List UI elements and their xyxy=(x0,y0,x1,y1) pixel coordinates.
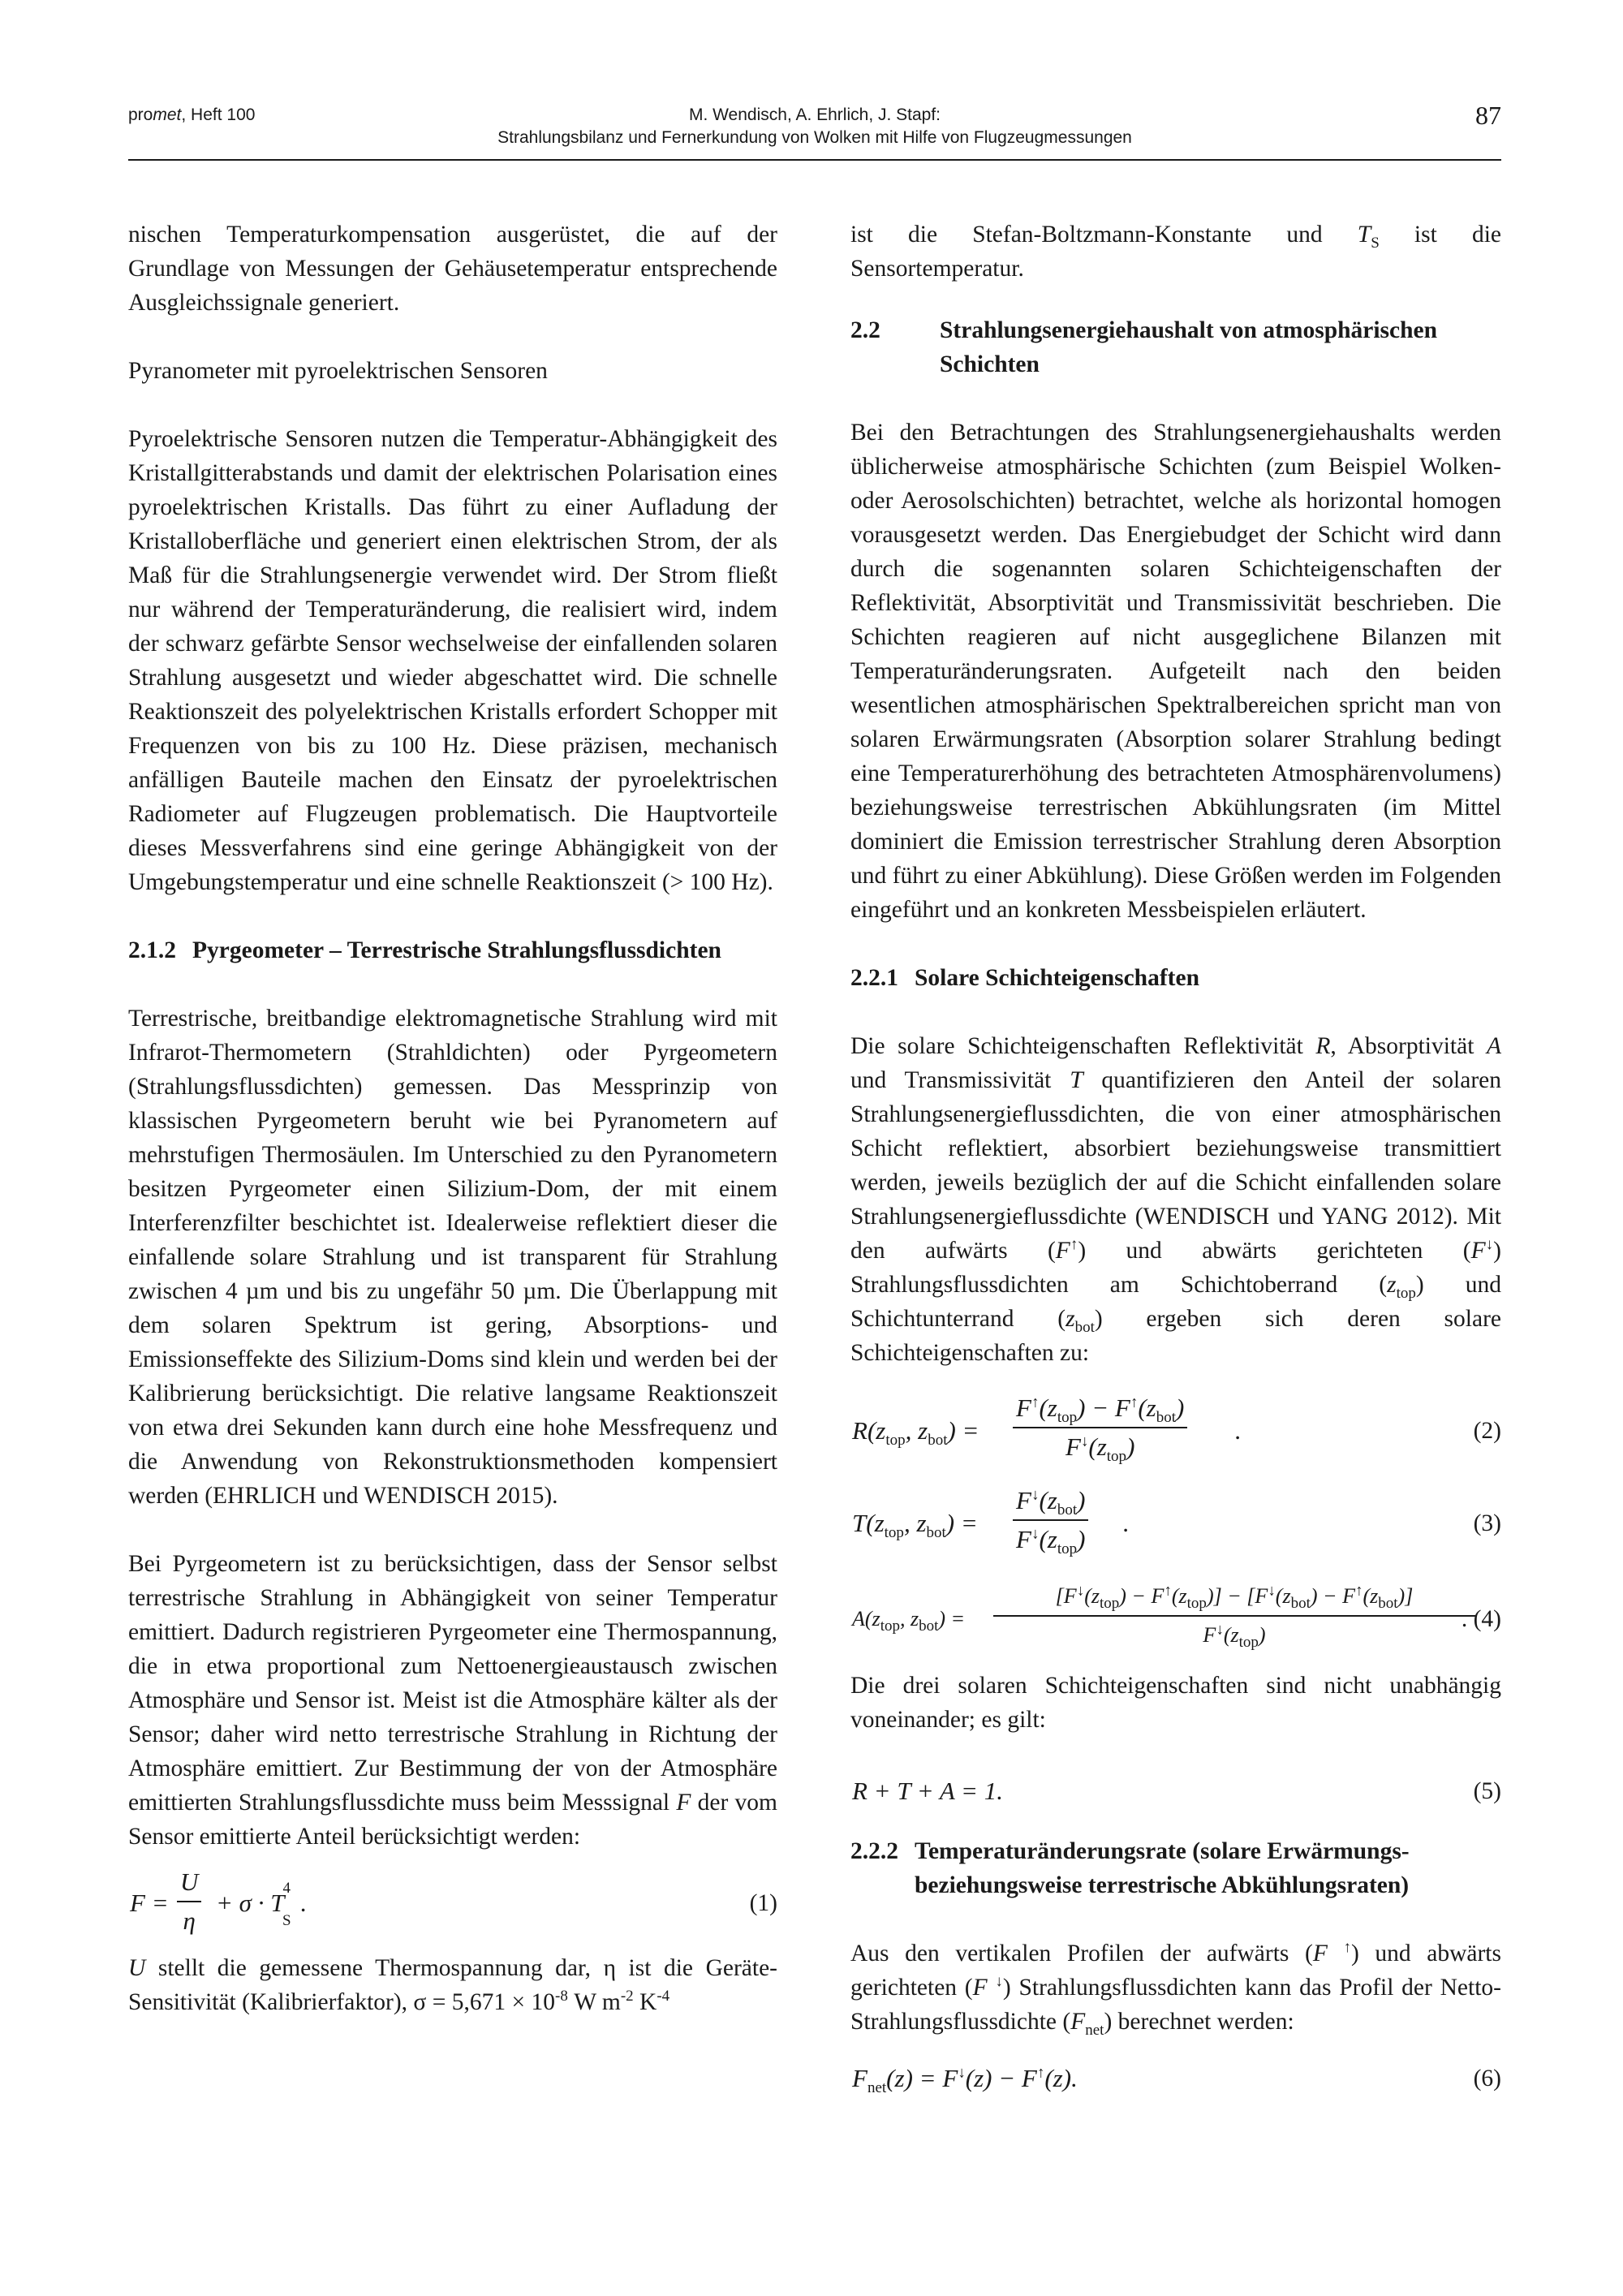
equation-4-absorptivity: $A(z_{top}$, $z_{bot}$) = $[F^↓(z_{top}) - F^↑(z_{top})] - [F^↓(z_{bot}) - F^↑(z_{bot})]$ $F^↓(z_{top})$ . (4) xyxy=(850,1579,1501,1654)
section-heading-2-2 xyxy=(850,313,1501,381)
section-number: 2.2 xyxy=(850,317,880,343)
section-heading-2-2-2 xyxy=(850,1834,1501,1902)
paragraph-intro: nischen Temperaturkompensation ausgerüstet, die auf der Grundlage von Messungen der Gehäusetemperatur entsprechende Ausgleichssignale generiert. xyxy=(128,222,777,316)
equation-3-transmissivity: $T(z_{top}$, $z_{bot}$) = $F^↓(z_{bot})$ $F^↓(z_{top})$ . (3) xyxy=(850,1484,1501,1558)
page-number: 87 xyxy=(1475,101,1501,130)
equation-5-sum: R + T + A = 1. (5) xyxy=(852,1777,1501,1805)
section-title: Pyrgeometer – Terrestrische Strahlungsflussdichten xyxy=(192,937,721,963)
section-number: 2.2.2 xyxy=(850,1838,898,1864)
equation-2-reflectivity: $R(z_{top}$, $z_{bot}$) = $F^↑(z_{top}) - F^↑(z_{bot})$ $F^↓(z_{top})$ . (2) xyxy=(850,1391,1501,1466)
paragraph-sum-rule: Die drei solaren Schichteigenschaften sind nicht unabhängig voneinander; es gilt: xyxy=(850,1673,1501,1733)
paragraph-pyrgeometer-2: Bei Pyrgeometern ist zu berücksichtigen, dass der Sensor selbst terrestrische Strahlung in Abhängigkeit von seiner Temperatur emittiert. Dadurch registrieren Pyrgeometer eine Thermospannung, die in etwa proportional zum Nettoenergieaustausch zwischen Atmosphäre und Sensor ist. Meist ist die Atmosphäre kälter als der Sensor; daher wird netto terrestrische Strahlung in Richtung der Atmosphäre emittiert. Zur Bestimmung der von der Atmosphäre emittierten Strahlungsflussdichte muss beim Messsignal F der vom Sensor emittierte Anteil berücksichtigt werden: xyxy=(128,1551,777,1850)
left-column xyxy=(128,218,777,2053)
subheading-pyroelectric: Pyranometer mit pyroelektrischen Sensoren xyxy=(128,358,548,384)
section-title: Solare Schichteigenschaften xyxy=(915,965,1199,991)
running-authors: M. Wendisch, A. Ehrlich, J. Stapf: xyxy=(688,106,941,124)
section-number: 2.2.1 xyxy=(850,965,898,991)
section-title: Temperaturänderungsrate (solare Erwärmungs- beziehungsweise terrestrische Abkühlungsraten) xyxy=(915,1838,1410,1898)
paragraph-continuation: ist die Stefan-Boltzmann-Konstante und $T_S$ ist die Sensortemperatur. xyxy=(850,222,1501,282)
running-title: Strahlungsbilanz und Fernerkundung von Wolken mit Hilfe von Flugzeugmessungen xyxy=(497,128,1132,147)
right-column xyxy=(850,218,1501,2115)
section-title: Strahlungsenergiehaushalt von atmosphärischen Schichten xyxy=(940,317,1438,377)
equation-6-net-flux: $F_{net}(z) = F^↓(z) - F^↑(z)$. (6) xyxy=(852,2064,1501,2097)
equation-1: F = $\frac{U}{\eta}$ + $\sigma \cdot T^4_S$. (1) xyxy=(128,1865,777,1940)
paragraph-solar-properties: Die solare Schichteigenschaften Reflektivität R, Absorptivität A und Transmissivität T quantifizieren den Anteil der solaren Strahlungsenergieflussdichten, die von einer atmosphärischen Schicht reflektiert, absorbiert beziehungsweise transmittiert werden, jeweils bezüglich der auf die Schicht einfallenden solare Strahlungsenergieflussdichte (WENDISCH und YANG 2012). Mit den aufwärts (F↑) und abwärts gerichteten (F↓) Strahlungsflussdichten am Schichtoberrand $(z_{top})$ und Schichtunterrand $(z_{bot})$ ergeben sich deren solare Schichteigenschaften zu: xyxy=(850,1033,1502,1366)
paragraph-energy-budget: Bei den Betrachtungen des Strahlungsenergiehaushalts werden üblicherweise atmosphärische Schichten (zum Beispiel Wolken- oder Aerosolschichten) betrachtet, welche als horizontal homogen vorausgesetzt werden. Das Energiebudget der Schicht wird dann durch die sogenannten solaren Schichteigenschaften der Reflektivität, Absorptivität und Transmissivität beschrieben. Die Schichten reagieren auf nicht ausgeglichene Bilanzen mit Temperaturänderungsraten. Aufgeteilt nach den beiden wesentlichen atmosphärischen Spektralbereichen spricht man von solaren Erwärmungsraten (Absorption solarer Strahlung bedingt eine Temperaturerhöhung des betrachteten Atmosphärenvolumens) beziehungsweise terrestrischen Abkühlungsraten (im Mittel dominiert die Emission terrestrischer Strahlung deren Absorption und führt zu einer Abkühlung). Diese Größen werden im Folgenden eingeführt und an konkreten Messbeispielen erläutert. xyxy=(850,420,1501,923)
section-number: 2.1.2 xyxy=(128,937,176,963)
section-heading-2-1-2 xyxy=(128,933,777,967)
paragraph-pyroelectric: Pyroelektrische Sensoren nutzen die Temperatur-Abhängigkeit des Kristallgitterabstands und damit der elektrischen Polarisation eines pyroelektrischen Kristalls. Das führt zu einer Aufladung der Kristalloberfläche und generiert einen elektrischen Strom, der als Maß für die Strahlungsenergie verwendet wird. Der Strom fließt nur während der Temperaturänderung, die realisiert wird, indem der schwarz gefärbte Sensor wechselweise der einfallenden solaren Strahlung ausgesetzt und wieder abgeschattet wird. Die schnelle Reaktionszeit des polyelektrischen Kristalls erfordert Schopper mit Frequenzen von bis zu 100 Hz. Diese präzisen, mechanisch anfälligen Bauteile machen den Einsatz der pyroelektrischen Radiometer auf Flugzeugen problematisch. Die Hauptvorteile dieses Messverfahrens sind eine geringe Abhängigkeit von der Umgebungstemperatur und eine schnelle Reaktionszeit (> 100 Hz). xyxy=(128,426,777,895)
paragraph-pyrgeometer-1: Terrestrische, breitbandige elektromagnetische Strahlung wird mit Infrarot-Thermometern (Strahldichten) oder Pyrgeometern (Strahlungsflussdichten) gemessen. Das Messprinzip von klassischen Pyrgeometern beruht wie bei Pyranometern auf mehrstufigen Thermosäulen. Im Unterschied zu den Pyranometern besitzen Pyrgeometer einen Silizium-Dom, der mit einem Interferenzfilter beschichtet ist. Idealerweise reflektiert dieser die einfallende solare Strahlung und ist transparent für Strahlung zwischen 4 µm und bis zu ungefähr 50 µm. Die Überlappung mit dem solaren Spektrum ist gering, Absorptions- und Emissionseffekte des Silizium-Doms sind klein und werden bei der Kalibrierung berücksichtigt. Die relative langsame Reaktionszeit von etwa drei Sekunden kann durch eine hohe Messfrequenz und die Anwendung von Rekonstruktionsmethoden kompensiert werden (EHRLICH und WENDISCH 2015). xyxy=(128,1006,777,1509)
paragraph-eq1-explanation: U stellt die gemessene Thermospannung dar, η ist die Geräte-Sensitivität (Kalibrierfaktor), $\sigma = 5,671 \times 10^{-8}$ W $m^{-2}$ $K^{-4}$ xyxy=(128,1955,777,2015)
page-header xyxy=(128,101,1501,161)
section-heading-2-2-1 xyxy=(850,961,1501,995)
journal-name: promet, Heft 100 xyxy=(128,106,256,124)
paragraph-net-flux: Aus den vertikalen Profilen der aufwärts (F ↑) und abwärts gerichteten (F ↓) Strahlungsflussdichten kann das Profil der Netto-Strahlungsflussdichte $(F_{net})$ berechnet werden: xyxy=(850,1939,1501,2039)
